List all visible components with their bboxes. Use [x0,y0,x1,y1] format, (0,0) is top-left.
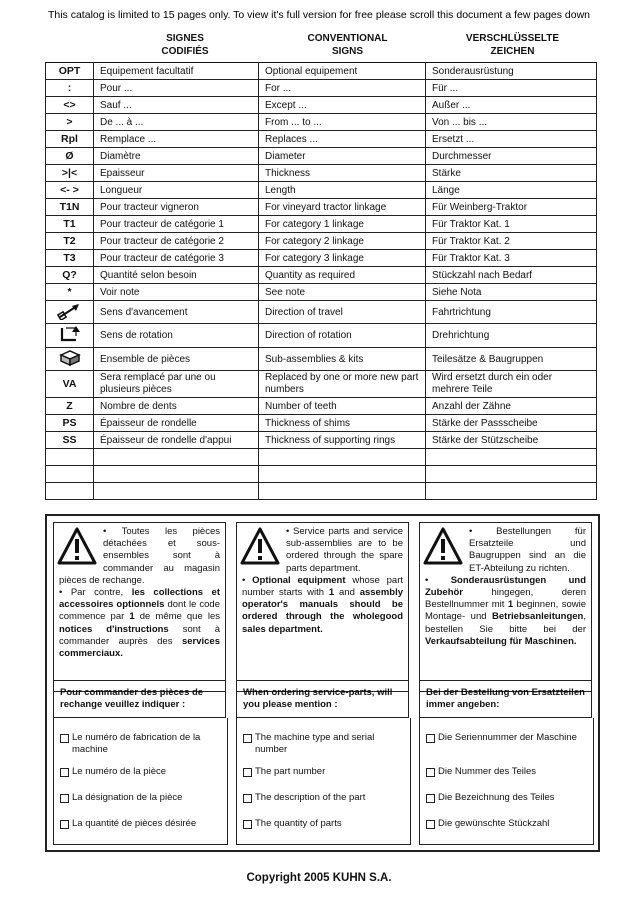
sign-meaning-en: Number of teeth [259,398,426,415]
empty-cell [94,449,259,466]
sign-row [46,250,597,267]
sign-meaning-de: Länge [426,182,597,199]
sign-code: <> [46,97,94,114]
warning-de-p1: • Bestellungen für Ersatzteile und Baugruppen sind an die ET-Abteilung zu richten. [469,526,586,574]
warning-en-p2c: whose part number starts with [242,574,403,599]
sign-meaning-en: Length [259,182,426,199]
sign-meaning-en: Sub-assemblies & kits [259,348,426,371]
sign-row [46,415,597,432]
checklist-item: Le numéro de la pièce [60,766,225,778]
sign-row [46,148,597,165]
warning-fr-p2h: services commerciaux. [59,635,220,660]
header-fr-line1: SIGNES [166,33,204,44]
sign-meaning-fr: Diamètre [94,148,259,165]
sign-code: Q? [46,267,94,284]
sign-row [46,216,597,233]
sign-row [46,80,597,97]
warning-de-p2b: Sonderausrüstungen und Zubehör [425,574,586,599]
warning-en-p2f: assembly operator's manuals should be ordered through the wholegood sales department. [242,587,403,635]
empty-cell [46,466,94,483]
sign-row [46,398,597,415]
checklist-en [236,718,411,845]
sign-row [46,371,597,398]
warning-de-p2f: Betriebsanleitungen [492,611,584,623]
sign-meaning-fr: Sauf ... [94,97,259,114]
sign-code: T1 [46,216,94,233]
sign-row [46,165,597,182]
sign-meaning-en: Thickness of supporting rings [259,432,426,449]
sign-meaning-en: Optional equipement [259,63,426,80]
sign-meaning-de: Für Weinberg-Traktor [426,199,597,216]
sign-meaning-de: Wird ersetzt durch ein oder mehrere Teile [426,371,597,398]
sign-meaning-de: Teilesätze & Baugruppen [426,348,597,371]
header-de-line2: ZEICHEN [490,46,535,57]
empty-cell [426,466,597,483]
sign-meaning-de: Von ... bis ... [426,114,597,131]
sign-meaning-en: Quantity as required [259,267,426,284]
sign-meaning-en: Thickness [259,165,426,182]
empty-cell [94,466,259,483]
header-en [285,32,410,58]
sign-meaning-fr: Pour tracteur de catégorie 2 [94,233,259,250]
warning-en-p2e: and [334,587,360,599]
checklist-item: The quantity of parts [243,818,408,830]
sign-meaning-en: Thickness of shims [259,415,426,432]
warning-fr-p2b: les collections et accessoires optionnels [59,587,220,611]
travel-direction-icon [46,301,94,324]
checklist-item: The description of the part [243,792,408,804]
empty-cell [46,449,94,466]
sign-meaning-de: Für Traktor Kat. 1 [426,216,597,233]
header-de-line1: VERSCHLÜSSELTE [465,33,560,44]
empty-cell [426,483,597,500]
header-en-line1: CONVENTIONAL [307,33,388,44]
checklist-item: La désignation de la pièce [60,792,225,804]
sign-meaning-de: Sonderausrüstung [426,63,597,80]
sign-meaning-en: See note [259,284,426,301]
sign-row [46,267,597,284]
sign-code: PS [46,415,94,432]
empty-cell [46,483,94,500]
header-de [450,32,575,58]
sign-meaning-de: Drehrichtung [426,324,597,348]
sign-meaning-de: Stärke der Passscheibe [426,415,597,432]
sign-row [46,233,597,250]
sign-code: >|< [46,165,94,182]
sign-meaning-en: For category 3 linkage [259,250,426,267]
sign-meaning-de: Fahrtrichtung [426,301,597,324]
warning-en-p2b: Optional equipment [252,574,346,586]
warning-en-p1: • Service parts and service sub-assemblies are to be ordered through the spare parts department. [286,526,403,574]
empty-cell [259,483,426,500]
sign-code: T1N [46,199,94,216]
sign-code: Z [46,398,94,415]
warning-en-p2d: 1 [328,587,335,599]
empty-cell [259,449,426,466]
sign-row [46,432,597,449]
sign-code: OPT [46,63,94,80]
warning-de-p2e: beginnen, sowie Montage- und [425,599,586,623]
sign-meaning-fr: Quantité selon besoin [94,267,259,284]
warning-de-p2c: hingegen, deren Bestellnummer mit [425,587,586,611]
empty-row [46,483,597,500]
header-fr-line2: CODIFIÉS [161,46,209,57]
sign-code: * [46,284,94,301]
warning-icon [423,526,463,566]
warning-panel-en [236,522,409,692]
sign-row [46,284,597,301]
sign-meaning-fr: Pour ... [94,80,259,97]
copyright: Copyright 2005 KUHN S.A. [246,872,392,884]
sign-meaning-fr: Longueur [94,182,259,199]
warning-fr-p2c: dont le code commence par [59,599,220,623]
empty-row [46,449,597,466]
sign-meaning-en: Direction of travel [259,301,426,324]
sign-meaning-de: Durchmesser [426,148,597,165]
sign-meaning-en: Diameter [259,148,426,165]
checklist-de [419,718,594,845]
warning-fr-p2e: de même que les [134,611,220,623]
sign-row [46,97,597,114]
sign-meaning-de: Für Traktor Kat. 2 [426,233,597,250]
sign-meaning-fr: Sens de rotation [94,324,259,348]
warning-fr-p2f: notices d'instructions [59,623,169,635]
preview-notice: This catalog is limited to 15 pages only. To view it's full version for free please scroll this document a few pages down [47,9,591,21]
warning-en-p2a: • [242,574,253,586]
sign-meaning-fr: Pour tracteur de catégorie 1 [94,216,259,233]
sign-meaning-de: Außer ... [426,97,597,114]
sign-meaning-de: Anzahl der Zähne [426,398,597,415]
sign-meaning-en: From ... to ... [259,114,426,131]
sign-code: > [46,114,94,131]
sign-meaning-de: Stärke der Stützscheibe [426,432,597,449]
header-en-line2: SIGNS [331,46,364,57]
sign-meaning-de: Ersetzt ... [426,131,597,148]
sign-meaning-fr: Épaisseur de rondelle [94,415,259,432]
empty-cell [259,466,426,483]
checklist-item: The machine type and serial number [243,732,408,756]
sign-row [46,131,597,148]
sign-meaning-en: Direction of rotation [259,324,426,348]
sign-meaning-en: For category 2 linkage [259,233,426,250]
empty-cell [94,483,259,500]
sign-row [46,348,597,371]
sign-meaning-de: Siehe Nota [426,284,597,301]
warning-fr-p2a: • Par contre, [59,587,132,599]
conventional-signs-table [45,62,597,500]
sign-meaning-en: Replaced by one or more new part numbers [259,371,426,398]
warning-fr-p1: • Toutes les pièces détachées et sous-ensembles sont à commander au magasin pièces de rechange. [59,526,220,586]
warning-de-p2g: , bestellen Sie bitte bei der [425,611,586,635]
sign-meaning-fr: De ... à ... [94,114,259,131]
warning-icon [240,526,280,566]
sign-code: T2 [46,233,94,250]
sign-meaning-fr: Sens d'avancement [94,301,259,324]
sign-meaning-de: Für ... [426,80,597,97]
header-fr [130,32,240,58]
warning-fr-p2g: sont à commander auprès des [59,623,220,647]
warning-panel-de [419,522,592,692]
sign-meaning-fr: Equipement facultatif [94,63,259,80]
sign-meaning-en: For ... [259,80,426,97]
sign-meaning-fr: Pour tracteur de catégorie 3 [94,250,259,267]
sign-meaning-en: Replaces ... [259,131,426,148]
sign-row [46,301,597,324]
checklist-item: Die Seriennummer der Maschine [426,732,591,744]
sign-meaning-en: Except ... [259,97,426,114]
checklist-item: Die Nummer des Teiles [426,766,591,778]
sign-code: : [46,80,94,97]
sign-meaning-de: Stückzahl nach Bedarf [426,267,597,284]
sign-code: Rpl [46,131,94,148]
sign-code: VA [46,371,94,398]
sign-code: T3 [46,250,94,267]
sign-row [46,63,597,80]
order-header-fr: Pour commander des pièces de rechange veuillez indiquer : [53,680,226,718]
sign-row [46,182,597,199]
warning-fr-p2d: 1 [129,611,135,623]
sign-code: <- > [46,182,94,199]
sign-meaning-fr: Epaisseur [94,165,259,182]
sign-meaning-fr: Sera remplacé par une ou plusieurs pièces [94,371,259,398]
sign-row [46,114,597,131]
sign-row [46,324,597,348]
checklist-item: Die gewünschte Stückzahl [426,818,591,830]
sign-meaning-fr: Ensemble de pièces [94,348,259,371]
sign-meaning-de: Für Traktor Kat. 3 [426,250,597,267]
ordering-info-box [45,514,600,852]
sign-meaning-fr: Nombre de dents [94,398,259,415]
sign-meaning-de: Stärke [426,165,597,182]
warning-de-p2d: 1 [507,599,514,611]
order-header-en: When ordering service-parts, will you please mention : [236,680,409,718]
sign-meaning-fr: Voir note [94,284,259,301]
checklist-fr [53,718,228,845]
warning-de-p2h: Verkaufsabteilung für Maschinen. [425,635,577,647]
empty-cell [426,449,597,466]
warning-panel-fr [53,522,226,692]
parts-kit-icon [46,348,94,371]
order-header-de: Bei der Bestellung von Ersatzteilen immer angeben: [419,680,592,718]
warning-icon [57,526,97,566]
checklist-item: La quantité de pièces désirée [60,818,225,830]
sign-meaning-fr: Pour tracteur vigneron [94,199,259,216]
warning-de-p2a: • [425,574,451,586]
checklist-item: Le numéro de fabrication de la machine [60,732,225,756]
checklist-item: Die Bezeichnung des Teiles [426,792,591,804]
checklist-item: The part number [243,766,408,778]
sign-meaning-en: For category 1 linkage [259,216,426,233]
sign-meaning-fr: Épaisseur de rondelle d'appui [94,432,259,449]
rotation-direction-icon [46,324,94,348]
sign-code: SS [46,432,94,449]
sign-code: Ø [46,148,94,165]
empty-row [46,466,597,483]
sign-meaning-en: For vineyard tractor linkage [259,199,426,216]
sign-row [46,199,597,216]
sign-meaning-fr: Remplace ... [94,131,259,148]
